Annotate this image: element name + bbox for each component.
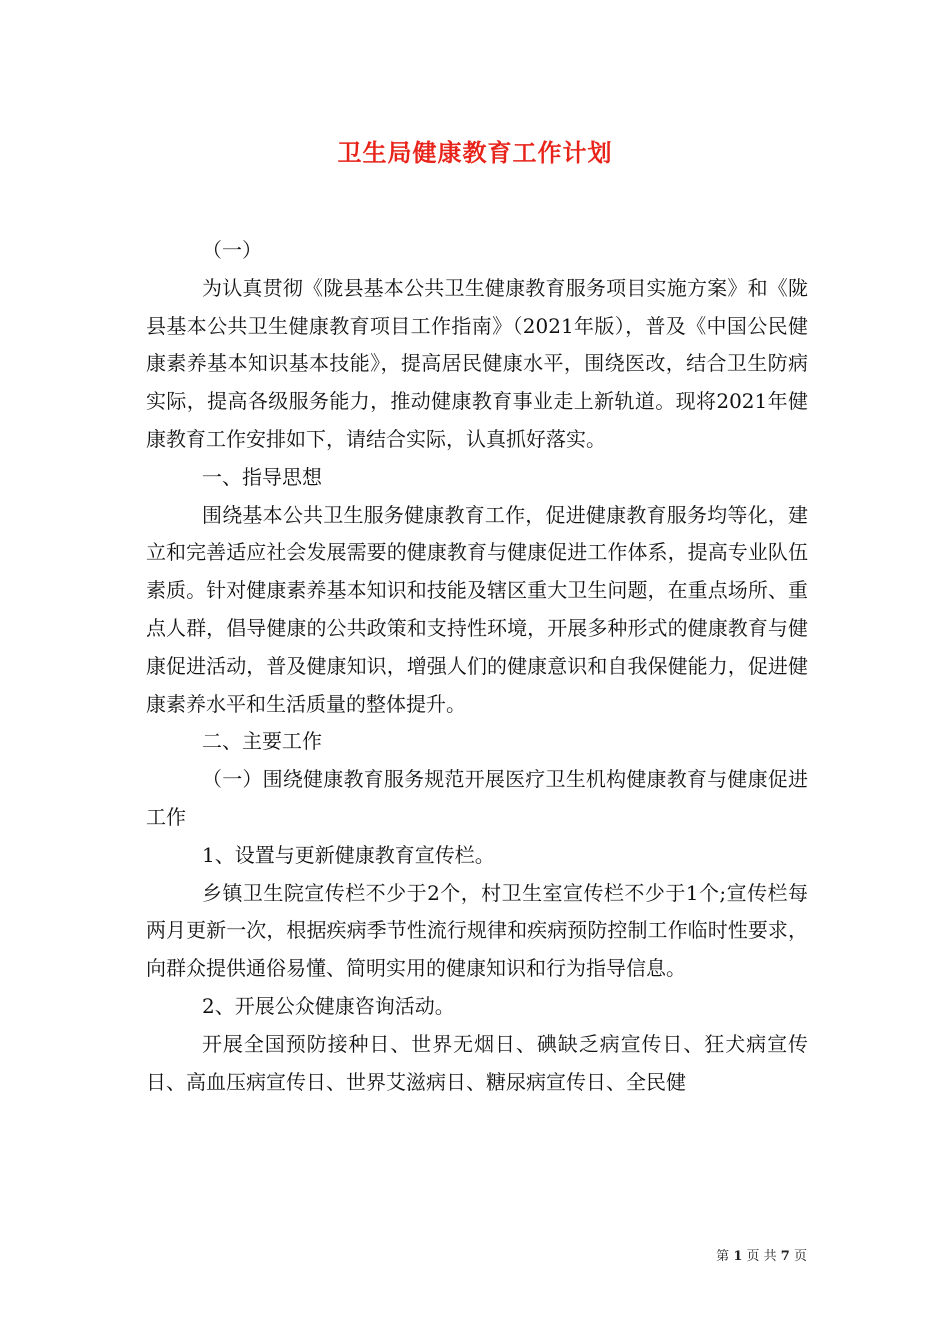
section-heading: 一、指导思想: [202, 464, 322, 489]
page-footer: [716, 1245, 807, 1264]
item-heading: 2、开展公众健康咨询活动。: [202, 993, 455, 1018]
section-heading: 二、主要工作: [202, 729, 322, 754]
item-heading: 1、设置与更新健康教育宣传栏。: [202, 842, 495, 867]
paragraph: 围绕基本公共卫生服务健康教育工作，促进健康教育服务均等化，建立和完善适应社会发展需要的健康教育与健康促进工作体系，提高专业队伍素质。针对健康素养基本知识和技能及辖区重大卫生问题，在重点场所、重点人群，倡导健康的公共政策和支持性环境，开展多种形式的健康教育与健康促进活动，普及健康知识，增强人们的健康意识和自我保健能力，促进健康素养水平和生活质量的整体提升。: [146, 502, 808, 716]
document-title: 卫生局健康教育工作计划: [337, 138, 613, 167]
document-body: [146, 232, 808, 1101]
footer-total-pages: 7: [780, 1249, 790, 1264]
paragraph: 乡镇卫生院宣传栏不少于2个，村卫生室宣传栏不少于1个;宣传栏每两月更新一次，根据疾病季节性流行规律和疾病预防控制工作临时性要求，向群众提供通俗易懂、简明实用的健康知识和行为指导信息。: [146, 880, 808, 981]
paragraph: 开展全国预防接种日、世界无烟日、碘缺乏病宣传日、狂犬病宣传日、高血压病宣传日、世界艾滋病日、糖尿病宣传日、全民健: [146, 1031, 808, 1094]
paragraph: 为认真贯彻《陇县基本公共卫生健康教育服务项目实施方案》和《陇县基本公共卫生健康教育项目工作指南》（2021年版），普及《中国公民健康素养基本知识基本技能》，提高居民健康水平，围绕医改，结合卫生防病实际，提高各级服务能力，推动健康教育事业走上新轨道。现将2021年健康教育工作安排如下，请结合实际，认真抓好落实。: [146, 275, 808, 451]
footer-current-page: 1: [733, 1249, 743, 1264]
paragraph: （一）: [202, 238, 262, 262]
sub-heading: （一）围绕健康教育服务规范开展医疗卫生机构健康教育与健康促进工作: [146, 767, 808, 829]
footer-middle: 页 共: [746, 1249, 777, 1264]
footer-suffix: 页: [793, 1249, 807, 1264]
footer-prefix: 第: [716, 1249, 730, 1264]
